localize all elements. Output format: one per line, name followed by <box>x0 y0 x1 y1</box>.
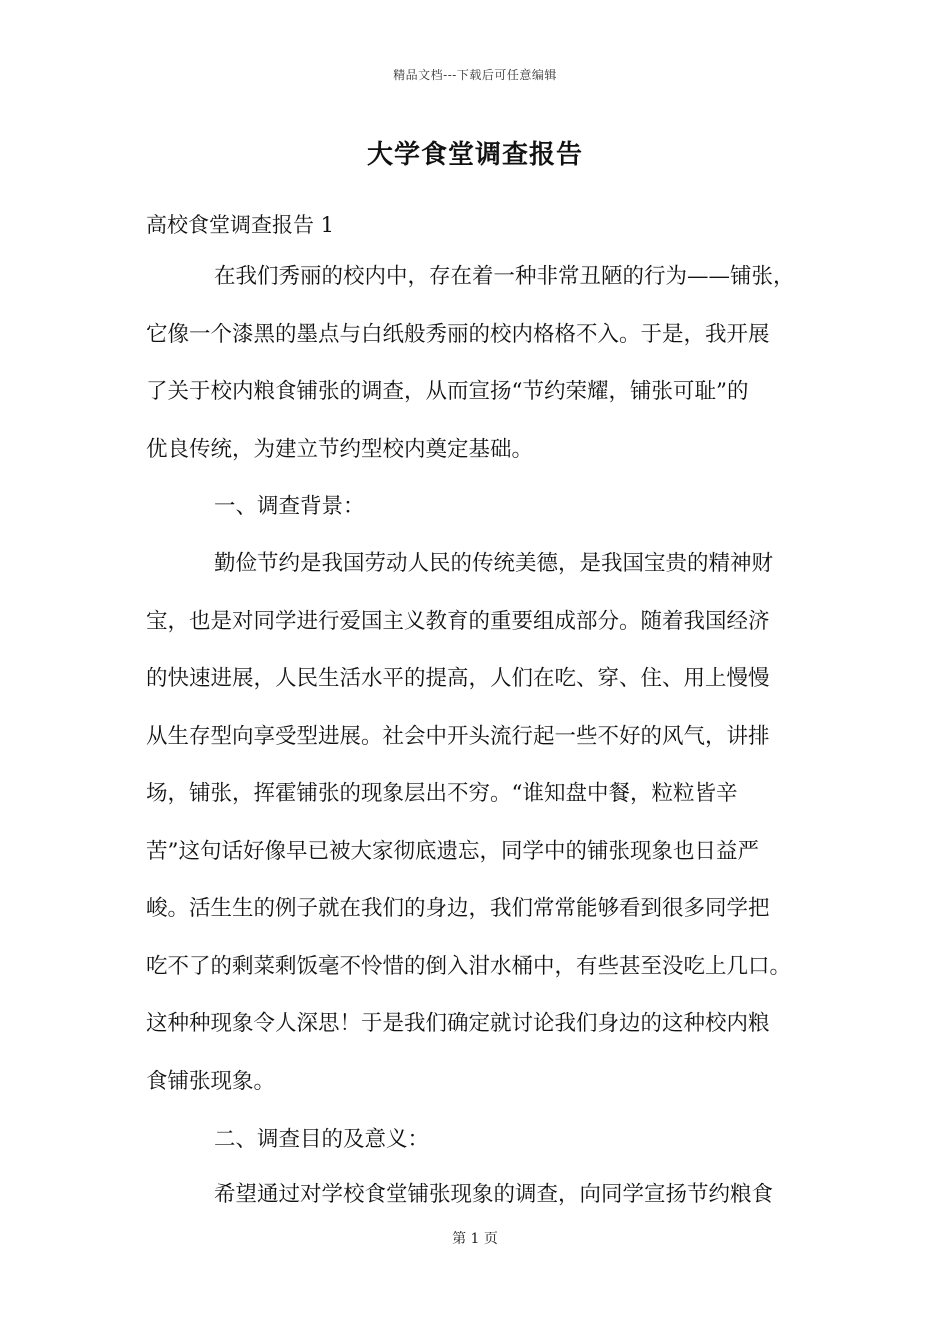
section-heading-2 <box>146 1111 836 1169</box>
text-line: 在我们秀丽的校内中，存在着一种非常丑陋的行为——铺张， <box>214 264 795 289</box>
text-line: 宝，也是对同学进行爱国主义教育的重要组成部分。随着我国经济 <box>146 608 770 634</box>
text-line: 苦”这句话好像早已被大家彻底遗忘，同学中的铺张现象也日益严 <box>146 838 759 864</box>
body-paragraph-1 <box>146 248 836 478</box>
heading-line: 一、调查背景： <box>214 494 365 519</box>
text-line: 了关于校内粮食铺张的调查，从而宣扬“节约荣耀，铺张可耻”的 <box>146 379 749 404</box>
page-number: 第 1 页 <box>452 1231 498 1247</box>
text-line: 峻。活生生的例子就在我们的身边，我们常常能够看到很多同学把 <box>146 896 770 921</box>
section-heading-1 <box>146 478 836 536</box>
body-paragraph-3 <box>146 1166 836 1224</box>
body-paragraph-2 <box>146 535 836 1110</box>
text-line: 它像一个漆黑的墨点与白纸般秀丽的校内格格不入。于是，我开展 <box>146 321 770 347</box>
text-line: 的快速进展，人民生活水平的提高，人们在吃、穿、住、用上慢慢 <box>146 666 770 691</box>
text-line: 食铺张现象。 <box>146 1068 276 1094</box>
heading-line: 二、调查目的及意义： <box>214 1127 430 1152</box>
document-title: 大学食堂调查报告 <box>366 140 583 170</box>
text-line: 场，铺张，挥霍铺张的现象层出不穷。“谁知盘中餐，粒粒皆辛 <box>146 781 738 806</box>
text-line: 勤俭节约是我国劳动人民的传统美德，是我国宝贵的精神财 <box>214 551 774 576</box>
text-line: 吃不了的剩菜剩饭毫不怜惜的倒入泔水桶中，有些甚至没吃上几口。 <box>146 953 792 979</box>
text-line: 希望通过对学校食堂铺张现象的调查，向同学宣扬节约粮食 <box>214 1182 774 1207</box>
text-line: 这种种现象令人深思！于是我们确定就讨论我们身边的这种校内粮 <box>146 1011 770 1036</box>
text-line: 优良传统，为建立节约型校内奠定基础。 <box>146 436 534 462</box>
text-line: 从生存型向享受型进展。社会中开头流行起一些不好的风气，讲排 <box>146 723 770 749</box>
section-subtitle: 高校食堂调查报告 1 <box>146 213 335 237</box>
page-header: 精品文档---下载后可任意编辑 <box>393 68 557 82</box>
